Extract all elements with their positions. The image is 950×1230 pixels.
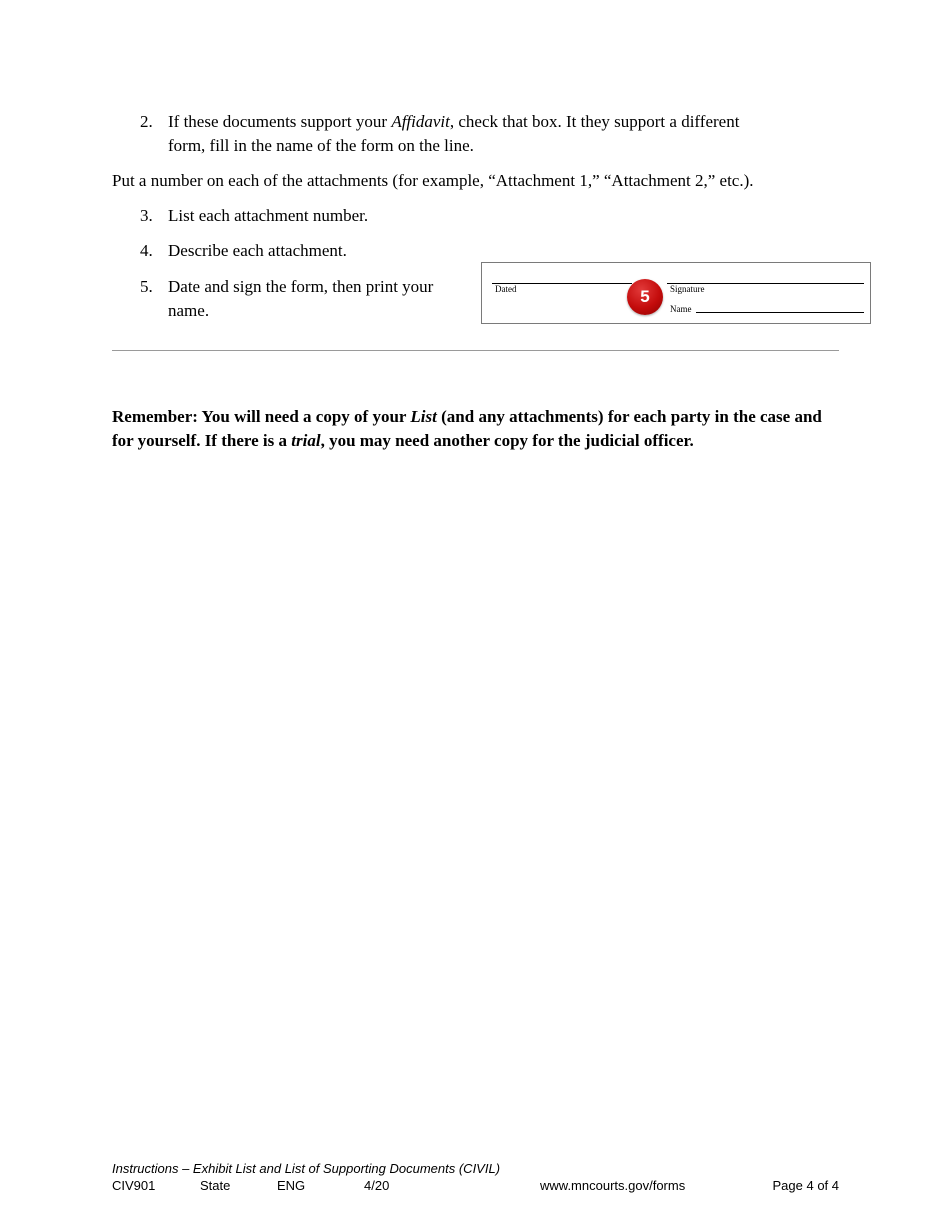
item-text: List each attachment number. bbox=[168, 206, 369, 225]
name-label: Name bbox=[670, 304, 692, 314]
language-code: ENG bbox=[277, 1178, 306, 1193]
footer-title: Instructions – Exhibit List and List of Supporting Documents (CIVIL) bbox=[112, 1161, 501, 1176]
jurisdiction: State bbox=[200, 1178, 231, 1193]
reminder-text: , you may need another copy for the judicial officer. bbox=[320, 431, 694, 450]
item2-line2: form, fill in the name of the form on the line. bbox=[168, 136, 474, 155]
forms-url[interactable]: www.mncourts.gov/forms bbox=[540, 1178, 686, 1193]
form-code: CIV901 bbox=[112, 1178, 156, 1193]
reminder-text: (and any attachments) for each party in the case and for yourself. If there is a bbox=[112, 407, 822, 450]
item-number: 2. bbox=[140, 112, 153, 131]
item5-line2: name. bbox=[168, 301, 210, 320]
reminder-note bbox=[112, 405, 842, 453]
reminder-text: Remember: You will need a copy of your bbox=[112, 407, 411, 426]
list-term: List bbox=[410, 407, 437, 426]
dated-label: Dated bbox=[495, 284, 517, 294]
page-footer bbox=[112, 1160, 839, 1194]
item-number: 4. bbox=[140, 241, 153, 260]
item5-line1: Date and sign the form, then print your bbox=[168, 277, 434, 296]
section-divider bbox=[112, 350, 839, 351]
name-line bbox=[696, 312, 864, 313]
attachment-note: Put a number on each of the attachments (for example, “Attachment 1,” “Attachment 2,” etc.). bbox=[112, 171, 754, 190]
item2-text-part: If these documents support your bbox=[168, 112, 392, 131]
signature-example-box bbox=[481, 262, 871, 324]
page-number: Page 4 of 4 bbox=[772, 1178, 839, 1193]
signature-label: Signature bbox=[670, 284, 705, 294]
trial-term: trial bbox=[291, 431, 321, 450]
item-number: 5. bbox=[140, 277, 153, 296]
item2-text-part: , check that box. It they support a different bbox=[449, 112, 740, 131]
affidavit-term: Affidavit bbox=[391, 112, 450, 131]
revision-date: 4/20 bbox=[364, 1178, 390, 1193]
step-5-badge: 5 bbox=[627, 279, 663, 315]
item-number: 3. bbox=[140, 206, 153, 225]
item-text: Describe each attachment. bbox=[168, 241, 347, 260]
